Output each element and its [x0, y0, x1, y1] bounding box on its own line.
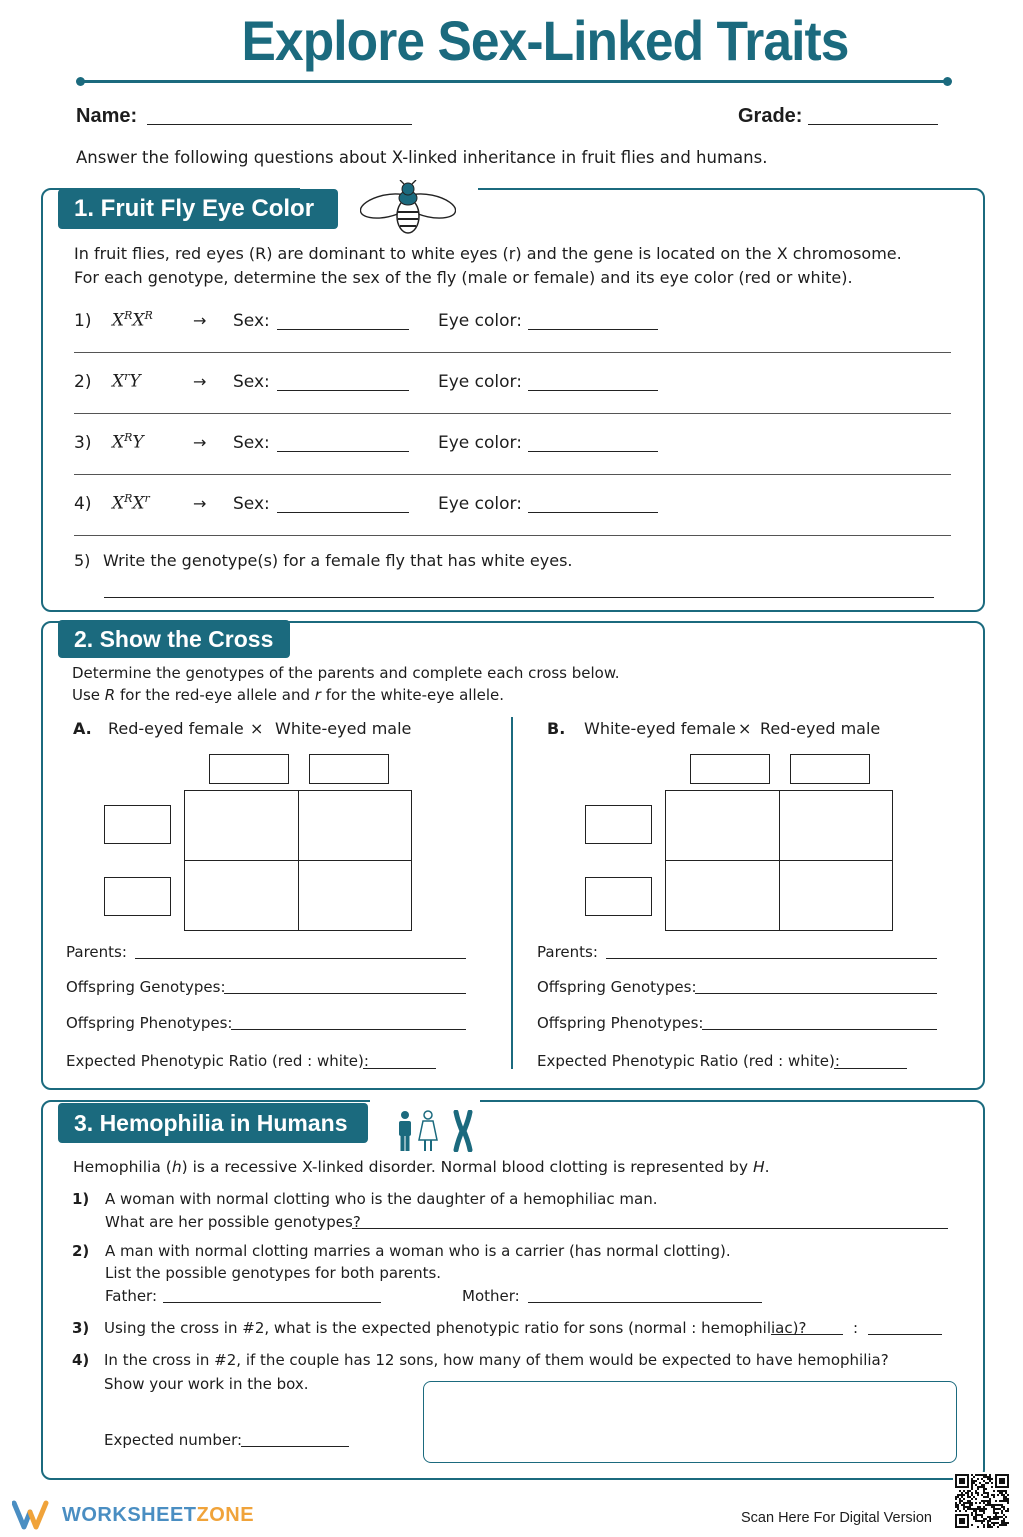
- q5-number: 5): [74, 551, 91, 570]
- q2-row-divider: [74, 413, 951, 414]
- q2-sex-label: Sex:: [233, 372, 270, 392]
- grade-field[interactable]: [808, 124, 938, 125]
- section1-intro-2: For each genotype, determine the sex of the fly (male or female) and its eye color (red or white).: [74, 268, 853, 287]
- page-title: Explore Sex-Linked Traits: [241, 9, 849, 72]
- qr-code-icon[interactable]: [953, 1472, 1011, 1534]
- work-box[interactable]: [423, 1381, 957, 1463]
- punnett-a-cell-4[interactable]: [298, 860, 412, 931]
- q5-text: Write the genotype(s) for a female fly that has white eyes.: [103, 551, 573, 570]
- cross-a-female-gamete-2[interactable]: [104, 877, 171, 916]
- q2-eye-label: Eye color:: [438, 372, 522, 392]
- q1-genotype: $X^RX^R$: [112, 309, 153, 331]
- q1-eye-field[interactable]: [528, 329, 658, 330]
- q1-eye-label: Eye color:: [438, 311, 522, 331]
- q4-eye-label: Eye color:: [438, 494, 522, 514]
- hemo-q1-answer-line[interactable]: [352, 1228, 948, 1229]
- q3-arrow: →: [193, 433, 207, 452]
- cross-a-parents-line[interactable]: [135, 958, 466, 959]
- cross-b-letter: B.: [547, 719, 566, 738]
- q2-arrow: →: [193, 372, 207, 391]
- cross-b-ratio-label: Expected Phenotypic Ratio (red : white):: [537, 1052, 840, 1070]
- cross-a-parents-label: Parents:: [66, 943, 127, 961]
- ratio-hemophiliac-line[interactable]: [868, 1334, 942, 1335]
- cross-a-phenotypes-line[interactable]: [231, 1029, 466, 1030]
- cross-b-parents-label: Parents:: [537, 943, 598, 961]
- punnett-b-cell-4[interactable]: [779, 860, 893, 931]
- name-label: Name:: [76, 105, 138, 127]
- hemo-q4-line1: In the cross in #2, if the couple has 12 sons, how many of them would be expected to have hemophilia?: [104, 1351, 889, 1369]
- cross-b-parents-line[interactable]: [606, 958, 937, 959]
- q4-sex-label: Sex:: [233, 494, 270, 514]
- q4-arrow: →: [193, 494, 207, 513]
- q3-sex-label: Sex:: [233, 433, 270, 453]
- ratio-colon: :: [853, 1319, 859, 1337]
- man-woman-icon: [394, 1110, 440, 1156]
- cross-a-genotypes-line[interactable]: [224, 993, 466, 994]
- q4-eye-field[interactable]: [528, 512, 658, 513]
- title-rule: [80, 80, 948, 83]
- fruit-fly-icon: [360, 180, 456, 242]
- hemo-q2-line2: List the possible genotypes for both parents.: [105, 1264, 442, 1282]
- punnett-a-cell-1[interactable]: [184, 790, 299, 861]
- q3-genotype: $X^RY$: [112, 431, 144, 453]
- cross-b-male-gamete-1[interactable]: [690, 754, 770, 784]
- hemo-q2-number: 2): [72, 1242, 90, 1260]
- q2-number: 2): [74, 372, 92, 392]
- chromosome-icon: [453, 1110, 473, 1156]
- punnett-a-cell-3[interactable]: [184, 860, 299, 931]
- q4-number: 4): [74, 494, 92, 514]
- cross-a-male-gamete-1[interactable]: [209, 754, 289, 784]
- title-rule-dot-right: [943, 77, 952, 86]
- mother-answer-line[interactable]: [528, 1302, 762, 1303]
- cross-a-phenotypes-label: Offspring Phenotypes:: [66, 1014, 233, 1032]
- expected-number-label: Expected number:: [104, 1431, 243, 1449]
- cross-a-male: White-eyed male: [275, 719, 412, 738]
- q5-answer-line[interactable]: [104, 597, 934, 598]
- q1-number: 1): [74, 311, 92, 331]
- cross-b-female: White-eyed female: [584, 719, 736, 738]
- cross-b-genotypes-label: Offspring Genotypes:: [537, 978, 697, 996]
- cross-a-times: ×: [250, 719, 264, 738]
- ratio-normal-line[interactable]: [771, 1334, 843, 1335]
- q2-sex-field[interactable]: [277, 390, 409, 391]
- hemo-q1-line2: What are her possible genotypes?: [105, 1213, 361, 1231]
- cross-a-ratio-line[interactable]: [363, 1068, 436, 1069]
- cross-b-male: Red-eyed male: [760, 719, 881, 738]
- punnett-b-cell-2[interactable]: [779, 790, 893, 861]
- expected-number-line[interactable]: [241, 1446, 349, 1447]
- cross-a-letter: A.: [73, 719, 92, 738]
- q1-sex-field[interactable]: [277, 329, 409, 330]
- cross-b-times: ×: [738, 719, 752, 738]
- hemo-q1-number: 1): [72, 1190, 90, 1208]
- q3-sex-field[interactable]: [277, 451, 409, 452]
- section2-tab: 2. Show the Cross: [58, 620, 290, 658]
- section3-tab: 3. Hemophilia in Humans: [58, 1103, 368, 1143]
- section3-intro: Hemophilia (h) is a recessive X-linked disorder. Normal blood clotting is represented by H.: [73, 1158, 770, 1176]
- cross-a-genotypes-label: Offspring Genotypes:: [66, 978, 226, 996]
- hemo-q4-number: 4): [72, 1351, 90, 1369]
- q1-row-divider: [74, 352, 951, 353]
- cross-b-ratio-line[interactable]: [834, 1068, 907, 1069]
- q3-eye-label: Eye color:: [438, 433, 522, 453]
- q2-genotype: $X^rY$: [112, 370, 141, 392]
- section1-tab: 1. Fruit Fly Eye Color: [58, 189, 338, 229]
- instructions: Answer the following questions about X-linked inheritance in fruit flies and humans.: [76, 148, 768, 167]
- cross-b-phenotypes-label: Offspring Phenotypes:: [537, 1014, 704, 1032]
- cross-b-female-gamete-2[interactable]: [585, 877, 652, 916]
- punnett-a-cell-2[interactable]: [298, 790, 412, 861]
- cross-a-female: Red-eyed female: [108, 719, 244, 738]
- father-label: Father:: [105, 1287, 158, 1305]
- section1-intro-1: In fruit flies, red eyes (R) are dominant to white eyes (r) and the gene is located on the X chromosome.: [74, 244, 902, 263]
- punnett-b-cell-1[interactable]: [665, 790, 780, 861]
- cross-a-female-gamete-1[interactable]: [104, 805, 171, 844]
- scan-text: Scan Here For Digital Version: [741, 1510, 932, 1526]
- q3-eye-field[interactable]: [528, 451, 658, 452]
- punnett-b-cell-3[interactable]: [665, 860, 780, 931]
- section2-intro-1: Determine the genotypes of the parents and complete each cross below.: [72, 664, 620, 682]
- cross-b-phenotypes-line[interactable]: [702, 1029, 937, 1030]
- q3-row-divider: [74, 474, 951, 475]
- hemo-q2-line1: A man with normal clotting marries a woman who is a carrier (has normal clotting).: [105, 1242, 731, 1260]
- worksheetzone-logo-icon: [12, 1500, 56, 1534]
- q4-sex-field[interactable]: [277, 512, 409, 513]
- grade-label: Grade:: [738, 105, 803, 127]
- hemo-q1-line1: A woman with normal clotting who is the daughter of a hemophiliac man.: [105, 1190, 658, 1208]
- cross-b-genotypes-line[interactable]: [695, 993, 937, 994]
- cross-b-male-gamete-2[interactable]: [790, 754, 870, 784]
- q3-number: 3): [74, 433, 92, 453]
- brand-logo[interactable]: WORKSHEETZONE: [62, 1504, 255, 1526]
- q4-genotype: $X^RX^r$: [112, 492, 150, 514]
- cross-b-female-gamete-1[interactable]: [585, 805, 652, 844]
- cross-a-male-gamete-2[interactable]: [309, 754, 389, 784]
- cross-divider: [511, 717, 513, 1069]
- q1-arrow: →: [193, 311, 207, 330]
- father-answer-line[interactable]: [163, 1302, 381, 1303]
- hemo-q3-number: 3): [72, 1319, 90, 1337]
- hemo-q4-line2: Show your work in the box.: [104, 1375, 309, 1393]
- mother-label: Mother:: [462, 1287, 520, 1305]
- section2-intro-2: Use R for the red-eye allele and r for the white-eye allele.: [72, 686, 505, 704]
- q4-row-divider: [74, 535, 951, 536]
- q1-sex-label: Sex:: [233, 311, 270, 331]
- q2-eye-field[interactable]: [528, 390, 658, 391]
- name-field[interactable]: [147, 124, 412, 125]
- cross-a-ratio-label: Expected Phenotypic Ratio (red : white):: [66, 1052, 369, 1070]
- hemo-q3-text: Using the cross in #2, what is the expected phenotypic ratio for sons (normal : hemophiliac)?: [104, 1319, 807, 1337]
